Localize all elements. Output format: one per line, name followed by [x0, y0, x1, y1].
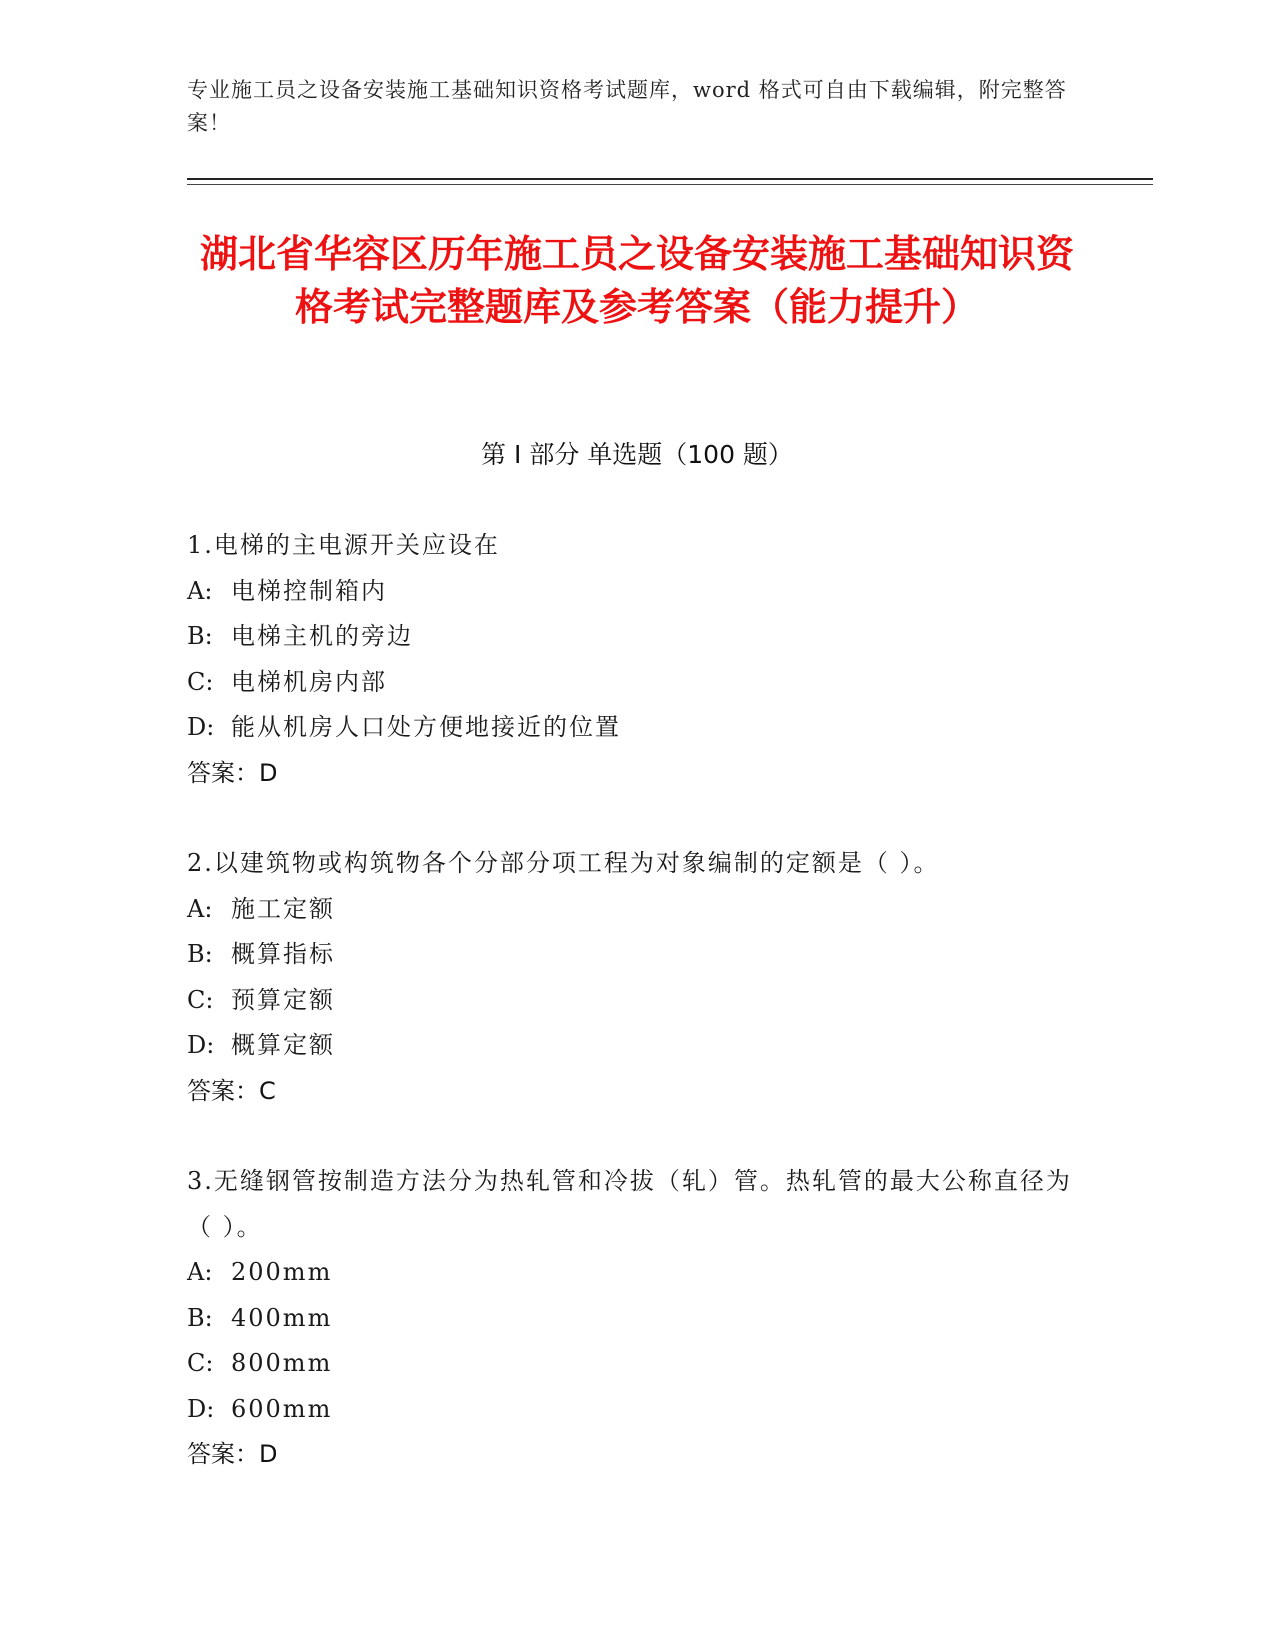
- option-b: [187, 1296, 1087, 1342]
- question-1: [187, 523, 1087, 796]
- option-key: D:: [187, 1031, 215, 1059]
- option-c: [187, 1341, 1087, 1387]
- option-d: [187, 1023, 1087, 1069]
- option-key: A:: [187, 894, 213, 923]
- option-text: 电梯主机的旁边: [231, 622, 413, 650]
- option-text: 400mm: [231, 1303, 333, 1332]
- option-text: 200mm: [231, 1258, 333, 1286]
- option-d: [187, 1387, 1087, 1433]
- header-note: 专业施工员之设备安装施工基础知识资格考试题库，word 格式可自由下载编辑，附完整答案！: [187, 78, 1067, 135]
- answer-line: 答案：D: [187, 1440, 278, 1468]
- option-key: A:: [187, 1258, 213, 1286]
- option-c: [187, 660, 1087, 706]
- option-b: [187, 614, 1087, 660]
- section-heading: 第 I 部分 单选题（100 题）: [481, 440, 793, 469]
- option-key: B:: [187, 1303, 213, 1332]
- option-text: 能从机房人口处方便地接近的位置: [231, 713, 621, 741]
- option-a: [187, 1250, 1087, 1296]
- option-key: D:: [187, 1394, 215, 1423]
- question-2: [187, 841, 1087, 1114]
- question-stem: 2.以建筑物或构筑物各个分部分项工程为对象编制的定额是（ ）。: [187, 849, 940, 877]
- header-rule-thick: [187, 178, 1153, 180]
- option-key: B:: [187, 622, 213, 650]
- option-text: 概算指标: [231, 940, 335, 968]
- option-key: B:: [187, 940, 213, 968]
- answer-line: 答案：D: [187, 758, 278, 787]
- option-a: [187, 887, 1087, 933]
- option-text: 600mm: [231, 1394, 333, 1423]
- option-d: [187, 705, 1087, 751]
- question-3: [187, 1159, 1087, 1478]
- document-title: 湖北省华容区历年施工员之设备安装施工基础知识资格考试完整题库及参考答案（能力提升）: [199, 232, 1074, 329]
- option-text: 预算定额: [231, 985, 335, 1014]
- option-text: 800mm: [231, 1349, 333, 1377]
- answer-line: 答案：C: [187, 1076, 276, 1105]
- option-text: 概算定额: [231, 1031, 335, 1059]
- option-key: C:: [187, 985, 214, 1014]
- option-key: D:: [187, 713, 215, 741]
- option-c: [187, 978, 1087, 1024]
- option-key: C:: [187, 667, 214, 696]
- option-b: [187, 932, 1087, 978]
- option-text: 施工定额: [231, 894, 335, 923]
- option-text: 电梯机房内部: [231, 667, 387, 696]
- option-text: 电梯控制箱内: [231, 576, 387, 605]
- option-key: A:: [187, 576, 213, 605]
- header-rule-thin: [187, 184, 1153, 185]
- question-stem: 3.无缝钢管按制造方法分为热轧管和冷拔（轧）管。热轧管的最大公称直径为（ ）。: [187, 1167, 1072, 1241]
- option-a: [187, 569, 1087, 615]
- question-stem: 1.电梯的主电源开关应设在: [187, 531, 500, 559]
- option-key: C:: [187, 1349, 214, 1377]
